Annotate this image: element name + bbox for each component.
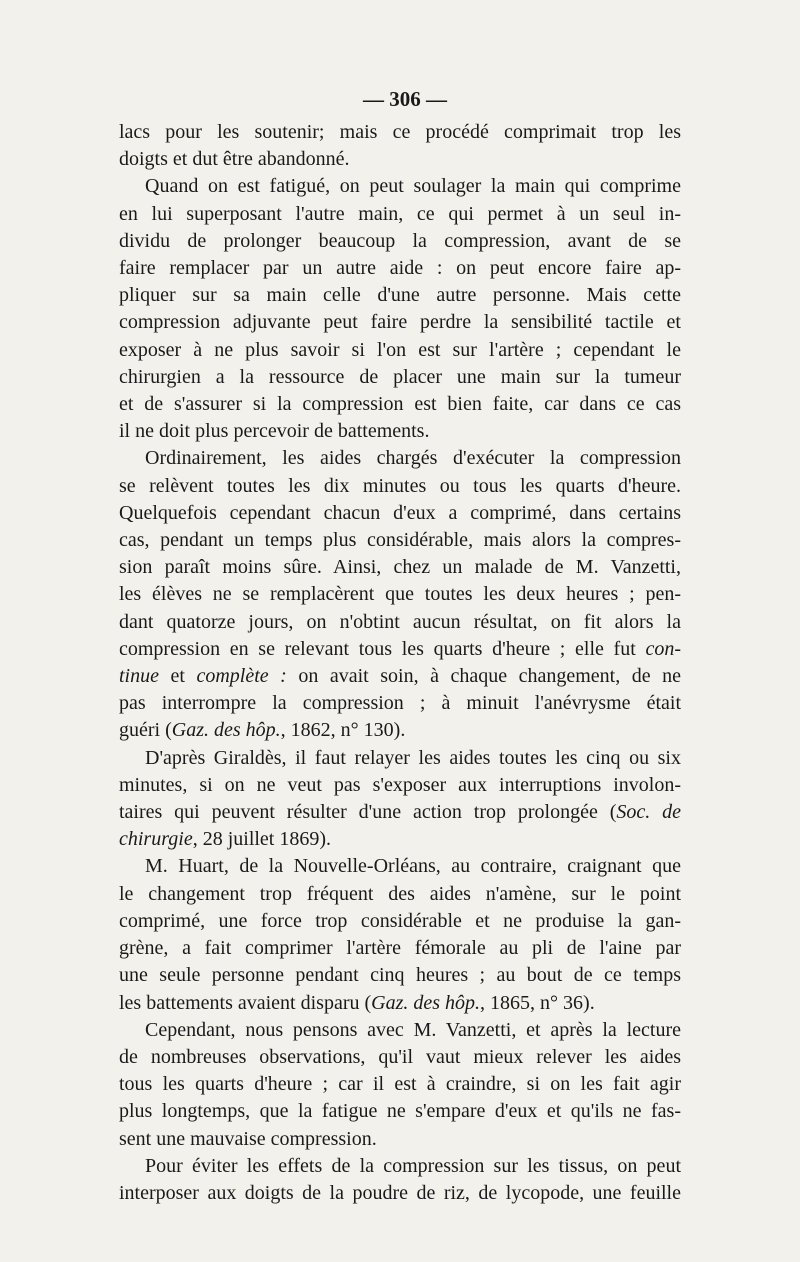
text-line: Pour éviter les effets de la compression sur les tissus, on peut: [145, 1154, 681, 1177]
text-line: Quand on est fatigué, on peut soulager la main qui comprime: [145, 175, 681, 198]
text-line: compression adjuvante peut faire perdre la sensibilité tactile et: [119, 311, 681, 334]
text-line: Ordinairement, les aides chargés d'exécuter la compression: [145, 447, 681, 470]
text-line: faire remplacer par un autre aide : on peut encore faire ap-: [119, 257, 681, 280]
text-fragment: , 1865, n° 36).: [480, 991, 595, 1014]
text-line: il ne doit plus percevoir de battements.: [119, 420, 430, 443]
text-line: comprimé, une force trop considérable et ne produise la gan-: [119, 909, 681, 932]
text-line: pas interrompre la compression ; à minuit l'anévrysme était: [119, 692, 681, 715]
text-line: [119, 717, 681, 744]
text-line: dant quatorze jours, on n'obtint aucun résultat, on fit alors la: [119, 610, 681, 633]
paragraph-6: [119, 1017, 681, 1153]
text-line: Quelquefois cependant chacun d'eux a comprimé, dans certains: [119, 501, 681, 524]
text-line: sent une mauvaise compression.: [119, 1127, 377, 1150]
text-line: cas, pendant un temps plus considérable, mais alors la compres-: [119, 529, 681, 552]
citation-italic: Gaz. des hôp.: [171, 719, 281, 742]
text-line: M. Huart, de la Nouvelle-Orléans, au contraire, craignant que: [145, 855, 681, 878]
italic-fragment: con-: [645, 637, 681, 660]
text-line: de nombreuses observations, qu'il vaut mieux relever les aides: [119, 1045, 681, 1068]
paragraph-7: [119, 1153, 681, 1207]
text-line: une seule personne pendant cinq heures ; au bout de ce temps: [119, 964, 681, 987]
text-fragment: , 1862, n° 130).: [280, 719, 406, 742]
text-line: [119, 663, 681, 690]
text-fragment: guéri (: [119, 719, 172, 742]
paragraph-2: [119, 173, 681, 445]
italic-fragment: tinue: [119, 665, 159, 688]
text-line: D'après Giraldès, il faut relayer les aides toutes les cinq ou six: [145, 746, 681, 769]
italic-fragment: Soc. de: [616, 801, 681, 824]
text-fragment: compression en se relevant tous les quarts d'heure ; elle fut: [119, 637, 646, 660]
text-line: le changement trop fréquent des aides n'amène, sur le point: [119, 882, 681, 905]
text-line: chirurgien a la ressource de placer une main sur la tumeur: [119, 365, 681, 388]
text-line: [119, 990, 681, 1017]
text-fragment: on avait soin, à chaque changement, de ne: [286, 665, 681, 688]
text-fragment: , 28 juillet 1869).: [192, 828, 332, 851]
text-line: Cependant, nous pensons avec M. Vanzetti, et après la lecture: [145, 1018, 681, 1041]
text-line: plus longtemps, que la fatigue ne s'empare d'eux et qu'ils ne fas-: [119, 1100, 681, 1123]
text-line: se relèvent toutes les dix minutes ou tous les quarts d'heure.: [119, 474, 681, 497]
text-line: en lui superposant l'autre main, ce qui permet à un seul in-: [119, 202, 681, 225]
text-line: lacs pour les soutenir; mais ce procédé comprimait trop les: [119, 121, 681, 143]
text-fragment: les battements avaient disparu (: [119, 991, 372, 1014]
page-number: — 306 —: [363, 87, 447, 111]
italic-fragment: complète :: [196, 665, 287, 688]
text-line: exposer à ne plus savoir si l'on est sur l'artère ; cependant le: [119, 338, 681, 361]
paragraph-3: [119, 445, 681, 744]
text-line: minutes, si on ne veut pas s'exposer aux interruptions involon-: [119, 773, 681, 796]
paragraph-1: [119, 119, 681, 173]
citation-italic: chirurgie: [119, 828, 193, 851]
text-line: [119, 826, 681, 853]
text-line: interposer aux doigts de la poudre de riz, de lycopode, une feuille: [119, 1181, 681, 1204]
text-line: dividu de prolonger beaucoup la compression, avant de se: [119, 229, 681, 252]
text-line: les élèves ne se remplacèrent que toutes les deux heures ; pen-: [119, 583, 681, 606]
text-line: pliquer sur sa main celle d'une autre personne. Mais cette: [119, 284, 681, 307]
text-fragment: taires qui peuvent résulter d'une action trop prolongée (: [119, 801, 617, 824]
citation-italic: Gaz. des hôp.: [371, 991, 481, 1014]
text-line: tous les quarts d'heure ; car il est à craindre, si on les fait agir: [119, 1073, 681, 1096]
text-line: grène, a fait comprimer l'artère fémorale au pli de l'aine par: [119, 937, 681, 960]
text-fragment: et: [159, 665, 197, 688]
text-line: sion paraît moins sûre. Ainsi, chez un malade de M. Vanzetti,: [119, 556, 681, 579]
text-line: et de s'assurer si la compression est bien faite, car dans ce cas: [119, 393, 681, 416]
paragraph-5: [119, 853, 681, 1016]
book-page: [119, 86, 681, 1207]
paragraph-4: [119, 745, 681, 854]
text-line: doigts et dut être abandonné.: [119, 148, 350, 171]
text-line: [119, 636, 681, 663]
text-line: [119, 799, 681, 826]
